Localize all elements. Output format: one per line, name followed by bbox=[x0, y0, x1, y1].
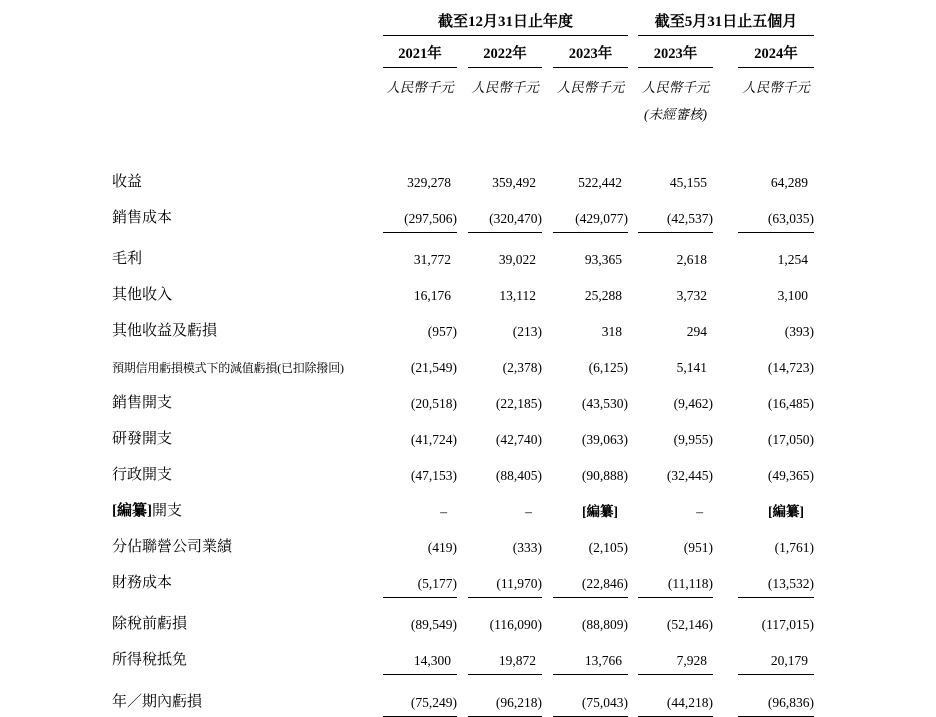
cell-value: (9,955) bbox=[673, 431, 714, 447]
cell-value: (20,518) bbox=[410, 395, 457, 411]
currency-unit: 人民幣千元 bbox=[386, 79, 454, 95]
cell-value: (17,050) bbox=[767, 431, 815, 447]
year-header-row bbox=[112, 35, 814, 67]
column-gap bbox=[713, 381, 738, 417]
cell-value: 5,141 bbox=[676, 359, 708, 375]
cell-value: (75,249) bbox=[383, 680, 457, 717]
cell-value: 2,618 bbox=[676, 251, 708, 267]
column-gap bbox=[628, 273, 638, 309]
cell-value: (333) bbox=[512, 539, 542, 555]
cell-value: 13,112 bbox=[499, 287, 536, 303]
header-label-spacer bbox=[112, 67, 383, 101]
column-gap bbox=[628, 417, 638, 453]
column-gap bbox=[457, 237, 468, 273]
cell-value: (90,888) bbox=[581, 467, 629, 483]
year-header-2023: 2023年 bbox=[553, 35, 628, 67]
currency-unit-row bbox=[112, 67, 814, 101]
table-row bbox=[112, 417, 814, 453]
header-label-spacer bbox=[112, 35, 383, 67]
column-gap bbox=[457, 602, 468, 638]
table-row bbox=[112, 680, 814, 717]
row-label: 銷售成本 bbox=[112, 210, 173, 226]
row-label: 其他收益及虧損 bbox=[112, 322, 218, 339]
unaudited-note-row bbox=[112, 101, 814, 128]
table-row bbox=[112, 561, 814, 598]
year-header-2022: 2022年 bbox=[468, 35, 542, 67]
column-gap bbox=[542, 602, 553, 638]
table-row bbox=[112, 381, 814, 417]
cell-value: (429,077) bbox=[553, 196, 628, 233]
cell-value: (88,405) bbox=[495, 467, 542, 483]
column-gap bbox=[628, 602, 638, 638]
column-gap bbox=[628, 638, 638, 675]
column-gap bbox=[542, 345, 553, 381]
currency-unit: 人民幣千元 bbox=[471, 79, 539, 95]
column-gap bbox=[457, 453, 468, 489]
column-gap bbox=[628, 489, 638, 525]
cell-value: (96,836) bbox=[738, 680, 814, 717]
year-header-2024-5m: 2024年 bbox=[738, 35, 814, 67]
cell-value: (39,063) bbox=[581, 431, 629, 447]
cell-value: 7,928 bbox=[638, 638, 713, 675]
column-gap bbox=[457, 160, 468, 196]
row-label: 研發開支 bbox=[112, 430, 173, 447]
column-gap bbox=[628, 196, 638, 233]
column-gap bbox=[713, 561, 738, 598]
cell-value: (419) bbox=[427, 539, 457, 555]
cell-value: 329,278 bbox=[407, 174, 451, 190]
cell-value: 20,179 bbox=[738, 638, 814, 675]
year-header-2021: 2021年 bbox=[383, 35, 457, 67]
cell-value: (96,218) bbox=[468, 680, 542, 717]
column-gap bbox=[628, 345, 638, 381]
table-row bbox=[112, 453, 814, 489]
cell-value: (951) bbox=[683, 539, 714, 555]
cell-value: (42,537) bbox=[638, 196, 713, 233]
cell-value: (22,185) bbox=[495, 395, 542, 411]
cell-value: 25,288 bbox=[584, 287, 623, 303]
cell-value: 3,732 bbox=[676, 287, 708, 303]
cell-value: (393) bbox=[784, 323, 815, 339]
cell-value: (11,118) bbox=[638, 561, 713, 598]
column-gap bbox=[713, 160, 738, 196]
cell-value: 45,155 bbox=[669, 174, 708, 190]
cell-value: (6,125) bbox=[588, 359, 629, 375]
column-gap bbox=[628, 2, 638, 35]
header-spacer bbox=[112, 128, 814, 160]
cell-value: – bbox=[440, 503, 447, 519]
column-gap bbox=[713, 525, 738, 561]
cell-value: (75,043) bbox=[553, 680, 628, 717]
cell-value: 13,766 bbox=[553, 638, 628, 675]
column-group-five-months: 截至5月31日止五個月 bbox=[638, 2, 814, 35]
cell-value: (49,365) bbox=[767, 467, 815, 483]
row-label: 毛利 bbox=[112, 250, 143, 267]
cell-value: (11,970) bbox=[468, 561, 542, 598]
cell-value: (2,105) bbox=[588, 539, 629, 555]
column-gap bbox=[457, 417, 468, 453]
cell-value: (89,549) bbox=[410, 616, 457, 632]
table-row bbox=[112, 602, 814, 638]
table-row bbox=[112, 273, 814, 309]
cell-value: 359,492 bbox=[492, 174, 536, 190]
column-gap bbox=[713, 309, 738, 345]
cell-value: (41,724) bbox=[410, 431, 457, 447]
column-gap bbox=[713, 680, 738, 717]
year-header-2023-5m: 2023年 bbox=[638, 35, 713, 67]
column-gap bbox=[628, 561, 638, 598]
column-gap bbox=[542, 680, 553, 717]
column-gap bbox=[542, 489, 553, 525]
table-row bbox=[112, 638, 814, 675]
column-gap bbox=[628, 309, 638, 345]
column-gap bbox=[457, 309, 468, 345]
cell-value: (63,035) bbox=[738, 196, 814, 233]
row-label: 收益 bbox=[112, 173, 143, 190]
column-gap bbox=[628, 525, 638, 561]
column-gap bbox=[542, 237, 553, 273]
cell-value: 1,254 bbox=[777, 251, 809, 267]
column-gap bbox=[457, 196, 468, 233]
cell-value: (13,532) bbox=[738, 561, 814, 598]
cell-value: 64,289 bbox=[770, 174, 809, 190]
cell-value: – bbox=[525, 503, 532, 519]
cell-value: 19,872 bbox=[468, 638, 542, 675]
column-gap bbox=[628, 67, 638, 101]
cell-value: (22,846) bbox=[553, 561, 628, 598]
column-gap bbox=[542, 67, 553, 101]
column-gap bbox=[457, 273, 468, 309]
cell-value: (14,723) bbox=[767, 359, 815, 375]
financial-statement-page bbox=[0, 2, 936, 710]
cell-value: 31,772 bbox=[413, 251, 451, 267]
column-gap bbox=[628, 237, 638, 273]
cell-value: 3,100 bbox=[777, 287, 809, 303]
column-gap bbox=[457, 35, 468, 67]
column-group-annual: 截至12月31日止年度 bbox=[383, 2, 628, 35]
cell-value: (213) bbox=[512, 323, 542, 339]
column-gap bbox=[457, 489, 468, 525]
column-gap bbox=[713, 35, 738, 67]
row-label: 年／期內虧損 bbox=[112, 694, 203, 710]
cell-value: (21,549) bbox=[410, 359, 457, 375]
row-label: 分佔聯營公司業績 bbox=[112, 538, 233, 555]
row-label: 所得稅抵免 bbox=[112, 652, 188, 668]
column-gap bbox=[713, 196, 738, 233]
column-gap bbox=[713, 67, 738, 101]
row-label: 預期信用虧損模式下的減值虧損(已扣除撥回) bbox=[112, 360, 344, 375]
column-gap bbox=[628, 453, 638, 489]
cell-value: (88,809) bbox=[581, 616, 629, 632]
row-label: 除稅前虧損 bbox=[112, 615, 188, 632]
cell-value: (2,378) bbox=[502, 359, 542, 375]
column-gap bbox=[457, 525, 468, 561]
column-gap bbox=[542, 417, 553, 453]
column-gap bbox=[713, 638, 738, 675]
column-gap bbox=[542, 561, 553, 598]
column-gap bbox=[713, 237, 738, 273]
column-gap bbox=[542, 453, 553, 489]
cell-value: 93,365 bbox=[584, 251, 623, 267]
cell-value: 39,022 bbox=[498, 251, 536, 267]
cell-value: (52,146) bbox=[666, 616, 714, 632]
row-label: [編纂]開支 bbox=[112, 502, 183, 519]
cell-value: 14,300 bbox=[383, 638, 457, 675]
table-row bbox=[112, 345, 814, 381]
table-body bbox=[112, 160, 814, 717]
row-label: 其他收入 bbox=[112, 286, 173, 303]
cell-value: (117,015) bbox=[761, 616, 815, 632]
column-gap bbox=[713, 273, 738, 309]
currency-unit: 人民幣千元 bbox=[742, 79, 810, 95]
column-gap bbox=[457, 381, 468, 417]
column-gap bbox=[713, 417, 738, 453]
table-row bbox=[112, 525, 814, 561]
cell-value: [編纂] bbox=[582, 503, 619, 519]
column-gap bbox=[713, 345, 738, 381]
cell-value: (116,090) bbox=[489, 616, 542, 632]
column-gap bbox=[713, 602, 738, 638]
table-row bbox=[112, 309, 814, 345]
column-group-row bbox=[112, 2, 814, 35]
column-gap bbox=[542, 196, 553, 233]
row-label: 行政開支 bbox=[112, 466, 173, 483]
table-header bbox=[112, 2, 814, 160]
column-gap bbox=[713, 453, 738, 489]
header-label-spacer bbox=[112, 2, 383, 35]
cell-value: (16,485) bbox=[767, 395, 815, 411]
cell-value: 522,442 bbox=[578, 174, 623, 190]
cell-value: (47,153) bbox=[410, 467, 457, 483]
column-gap bbox=[542, 381, 553, 417]
row-label: 財務成本 bbox=[112, 575, 173, 591]
table-row bbox=[112, 160, 814, 196]
column-gap bbox=[628, 35, 638, 67]
table-row bbox=[112, 196, 814, 233]
cell-value: 294 bbox=[686, 323, 708, 339]
column-gap bbox=[542, 160, 553, 196]
cell-value: (9,462) bbox=[673, 395, 714, 411]
income-statement-table bbox=[112, 2, 814, 717]
column-gap bbox=[542, 273, 553, 309]
unaudited-note: (未經審核) bbox=[644, 106, 708, 122]
cell-value: (42,740) bbox=[495, 431, 542, 447]
cell-value: (32,445) bbox=[666, 467, 714, 483]
currency-unit: 人民幣千元 bbox=[641, 79, 710, 95]
column-gap bbox=[457, 638, 468, 675]
column-gap bbox=[457, 561, 468, 598]
table-row bbox=[112, 237, 814, 273]
column-gap bbox=[457, 680, 468, 717]
column-gap bbox=[457, 67, 468, 101]
column-gap bbox=[542, 35, 553, 67]
cell-value: (957) bbox=[427, 323, 457, 339]
column-gap bbox=[542, 525, 553, 561]
cell-value: (44,218) bbox=[638, 680, 713, 717]
header-label-spacer bbox=[112, 101, 383, 128]
column-gap bbox=[628, 381, 638, 417]
currency-unit: 人民幣千元 bbox=[556, 79, 625, 95]
column-gap bbox=[713, 489, 738, 525]
column-gap bbox=[542, 309, 553, 345]
column-gap bbox=[628, 680, 638, 717]
cell-value: (5,177) bbox=[383, 561, 457, 598]
cell-value: (320,470) bbox=[468, 196, 542, 233]
table-row bbox=[112, 489, 814, 525]
column-gap bbox=[542, 638, 553, 675]
column-gap bbox=[457, 345, 468, 381]
column-gap bbox=[628, 160, 638, 196]
cell-value: (1,761) bbox=[774, 539, 815, 555]
cell-value: [編纂] bbox=[768, 503, 805, 519]
cell-value: 318 bbox=[601, 323, 623, 339]
row-label: 銷售開支 bbox=[112, 394, 173, 411]
cell-value: (297,506) bbox=[383, 196, 457, 233]
cell-value: 16,176 bbox=[413, 287, 451, 303]
cell-value: – bbox=[696, 503, 704, 519]
cell-value: (43,530) bbox=[581, 395, 629, 411]
